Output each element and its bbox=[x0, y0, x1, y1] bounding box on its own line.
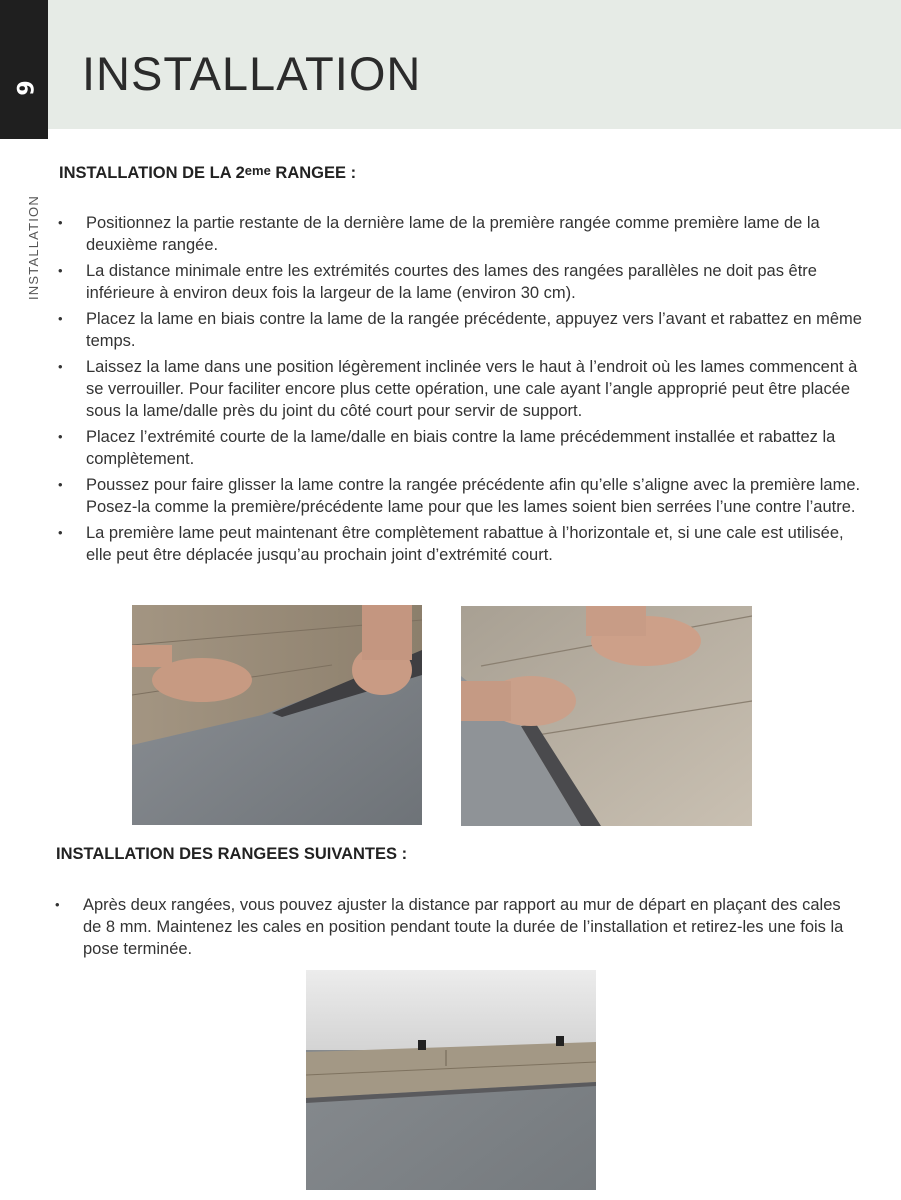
list-item: • La distance minimale entre les extrémités courtes des lames des rangées parallèles ne doit pas être inférieure à environ deux fois la largeur de la lame (environ 30 cm). bbox=[58, 260, 866, 304]
page-number-tab bbox=[0, 0, 48, 139]
section-heading-next-rows: INSTALLATION DES RANGEES SUIVANTES : bbox=[56, 845, 408, 863]
bullet-list-second-row bbox=[58, 212, 866, 570]
list-item: • Placez l’extrémité courte de la lame/dalle en biais contre la lame précédemment installée et rabattez la complètement. bbox=[58, 426, 866, 470]
photo-wall-spacers bbox=[306, 970, 596, 1190]
side-section-label: INSTALLATION bbox=[26, 195, 41, 300]
list-item: • La première lame peut maintenant être complètement rabattue à l’horizontale et, si une cale est utilisée, elle peut être déplacée jusqu’au prochain joint d’extrémité court. bbox=[58, 522, 866, 566]
page-title: INSTALLATION bbox=[82, 47, 422, 100]
list-item: • Placez la lame en biais contre la lame de la rangée précédente, appuyez vers l’avant et rabattez en même temps. bbox=[58, 308, 866, 352]
photo-plank-fitting bbox=[461, 606, 752, 826]
list-item: • Laissez la lame dans une position légèrement inclinée vers le haut à l’endroit où les lames commencent à se verrouiller. Pour faciliter encore plus cette opération, une cale ayant l’angle approprié peut être placée sous la lame/dalle près du joint du côté court pour servir de support. bbox=[58, 356, 866, 422]
page-number: 6 bbox=[11, 80, 37, 96]
list-item: • Après deux rangées, vous pouvez ajuster la distance par rapport au mur de départ en plaçant des cales de 8 mm. Maintenez les cales en position pendant toute la durée de l’installation et retirez-les une fois la pose terminée. bbox=[55, 894, 861, 960]
heading-superscript: eme bbox=[244, 163, 271, 178]
list-item: • Poussez pour faire glisser la lame contre la rangée précédente afin qu’elle s’aligne avec la première lame. Posez-la comme la première/précédente lame pour que les lames soient bien serrées l’une contre l’autre. bbox=[58, 474, 866, 518]
photo-plank-angled bbox=[132, 605, 422, 825]
list-item: • Positionnez la partie restante de la dernière lame de la première rangée comme première lame de la deuxième rangée. bbox=[58, 212, 866, 256]
section-heading-second-row: INSTALLATION DE LA 2eme RANGEE : bbox=[59, 163, 357, 182]
bullet-list-next-rows bbox=[55, 894, 861, 964]
